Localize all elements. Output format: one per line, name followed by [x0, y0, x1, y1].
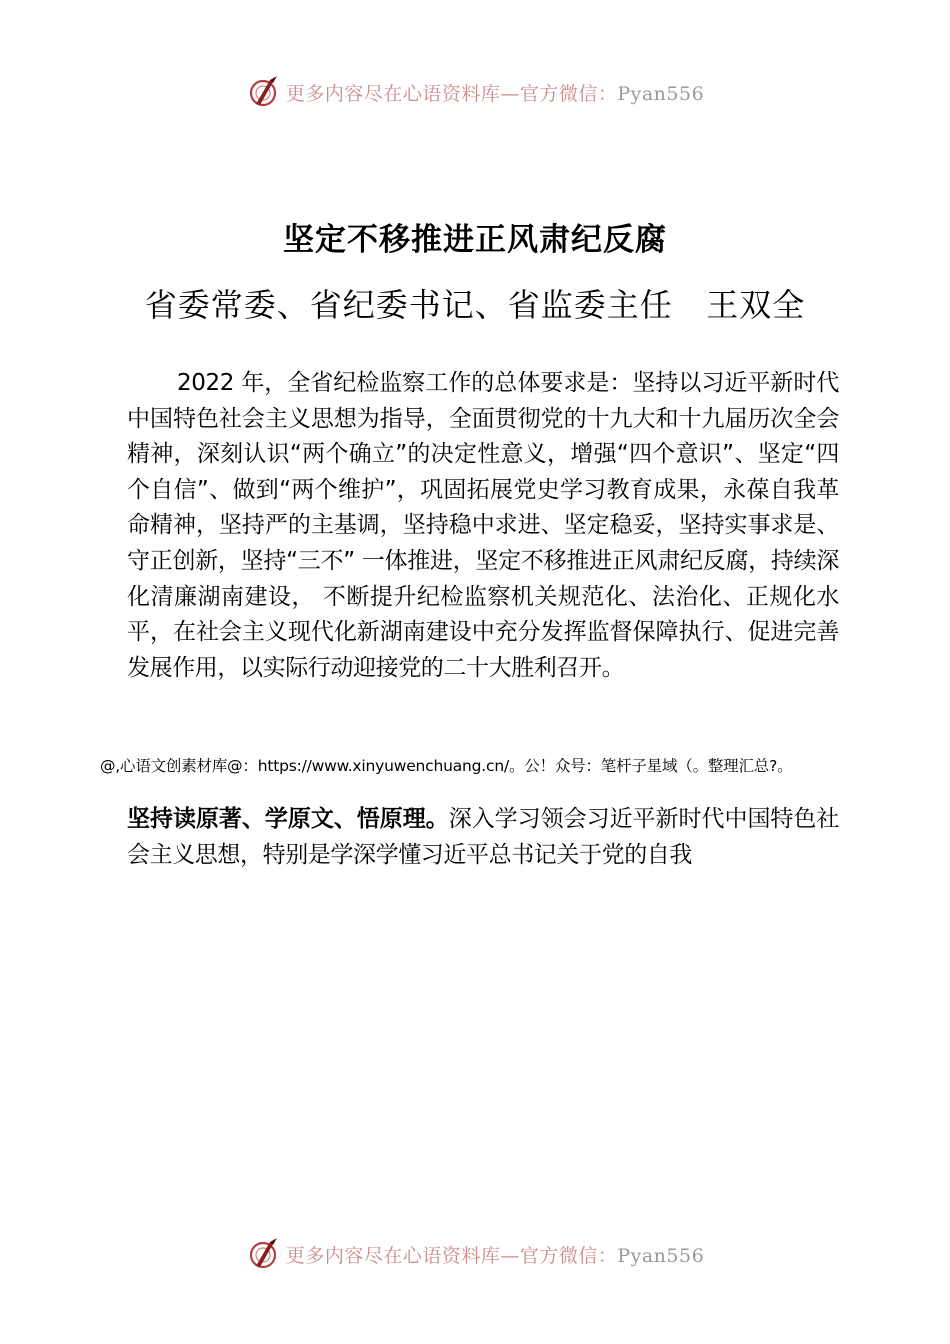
banner-text: 更多内容尽在心语资料库—官方微信：Pyan556	[285, 82, 705, 105]
body-paragraph-2	[127, 802, 839, 873]
banner-text: 更多内容尽在心语资料库—官方微信：Pyan556	[285, 1244, 705, 1267]
quill-pen-logo-icon	[246, 1236, 282, 1272]
wechat-id: Pyan556	[617, 82, 705, 105]
quill-pen-logo-icon	[246, 74, 282, 110]
wechat-id: Pyan556	[617, 1244, 705, 1267]
header-banner	[0, 70, 950, 114]
paragraph-2-body: 深入学习领会习近平新时代中国特色社会主义思想，特别是学深学懂习近平总书记关于党的自我	[127, 806, 839, 868]
author-line: 省委常委、省纪委书记、省监委主任 王双全	[144, 286, 806, 324]
body-paragraph-1: 2022 年，全省纪检监察工作的总体要求是：坚持以习近平新时代中国特色社会主义思想为指导，全面贯彻党的十九大和十九届历次全会精神，深刻认识“两个确立”的决定性意义，增强“四个意识”、坚定“四个自信”、做到“两个维护”，巩固拓展党史学习教育成果，永葆自我革命精神，坚持严的主基调，坚持稳中求进、坚定稳妥，坚持实事求是、守正创新，坚持“三不” 一体推进，坚定不移推进正风肃纪反腐，持续深化清廉湖南建设， 不断提升纪检监察机关规范化、法治化、正规化水平，在社会主义现代化新湖南建设中充分发挥监督保障执行、促进完善发展作用，以实际行动迎接党的二十大胜利召开。	[127, 370, 839, 681]
paragraph-2-lead: 坚持读原著、学原文、悟原理。	[127, 806, 449, 832]
source-watermark-note: @,心语文创素材库@：https://www.xinyuwenchuang.cn/。公！众号：笔杆子星域（。整理汇总?。	[100, 757, 793, 775]
footer-banner	[0, 1232, 950, 1276]
document-title: 坚定不移推进正风肃纪反腐	[283, 222, 667, 258]
